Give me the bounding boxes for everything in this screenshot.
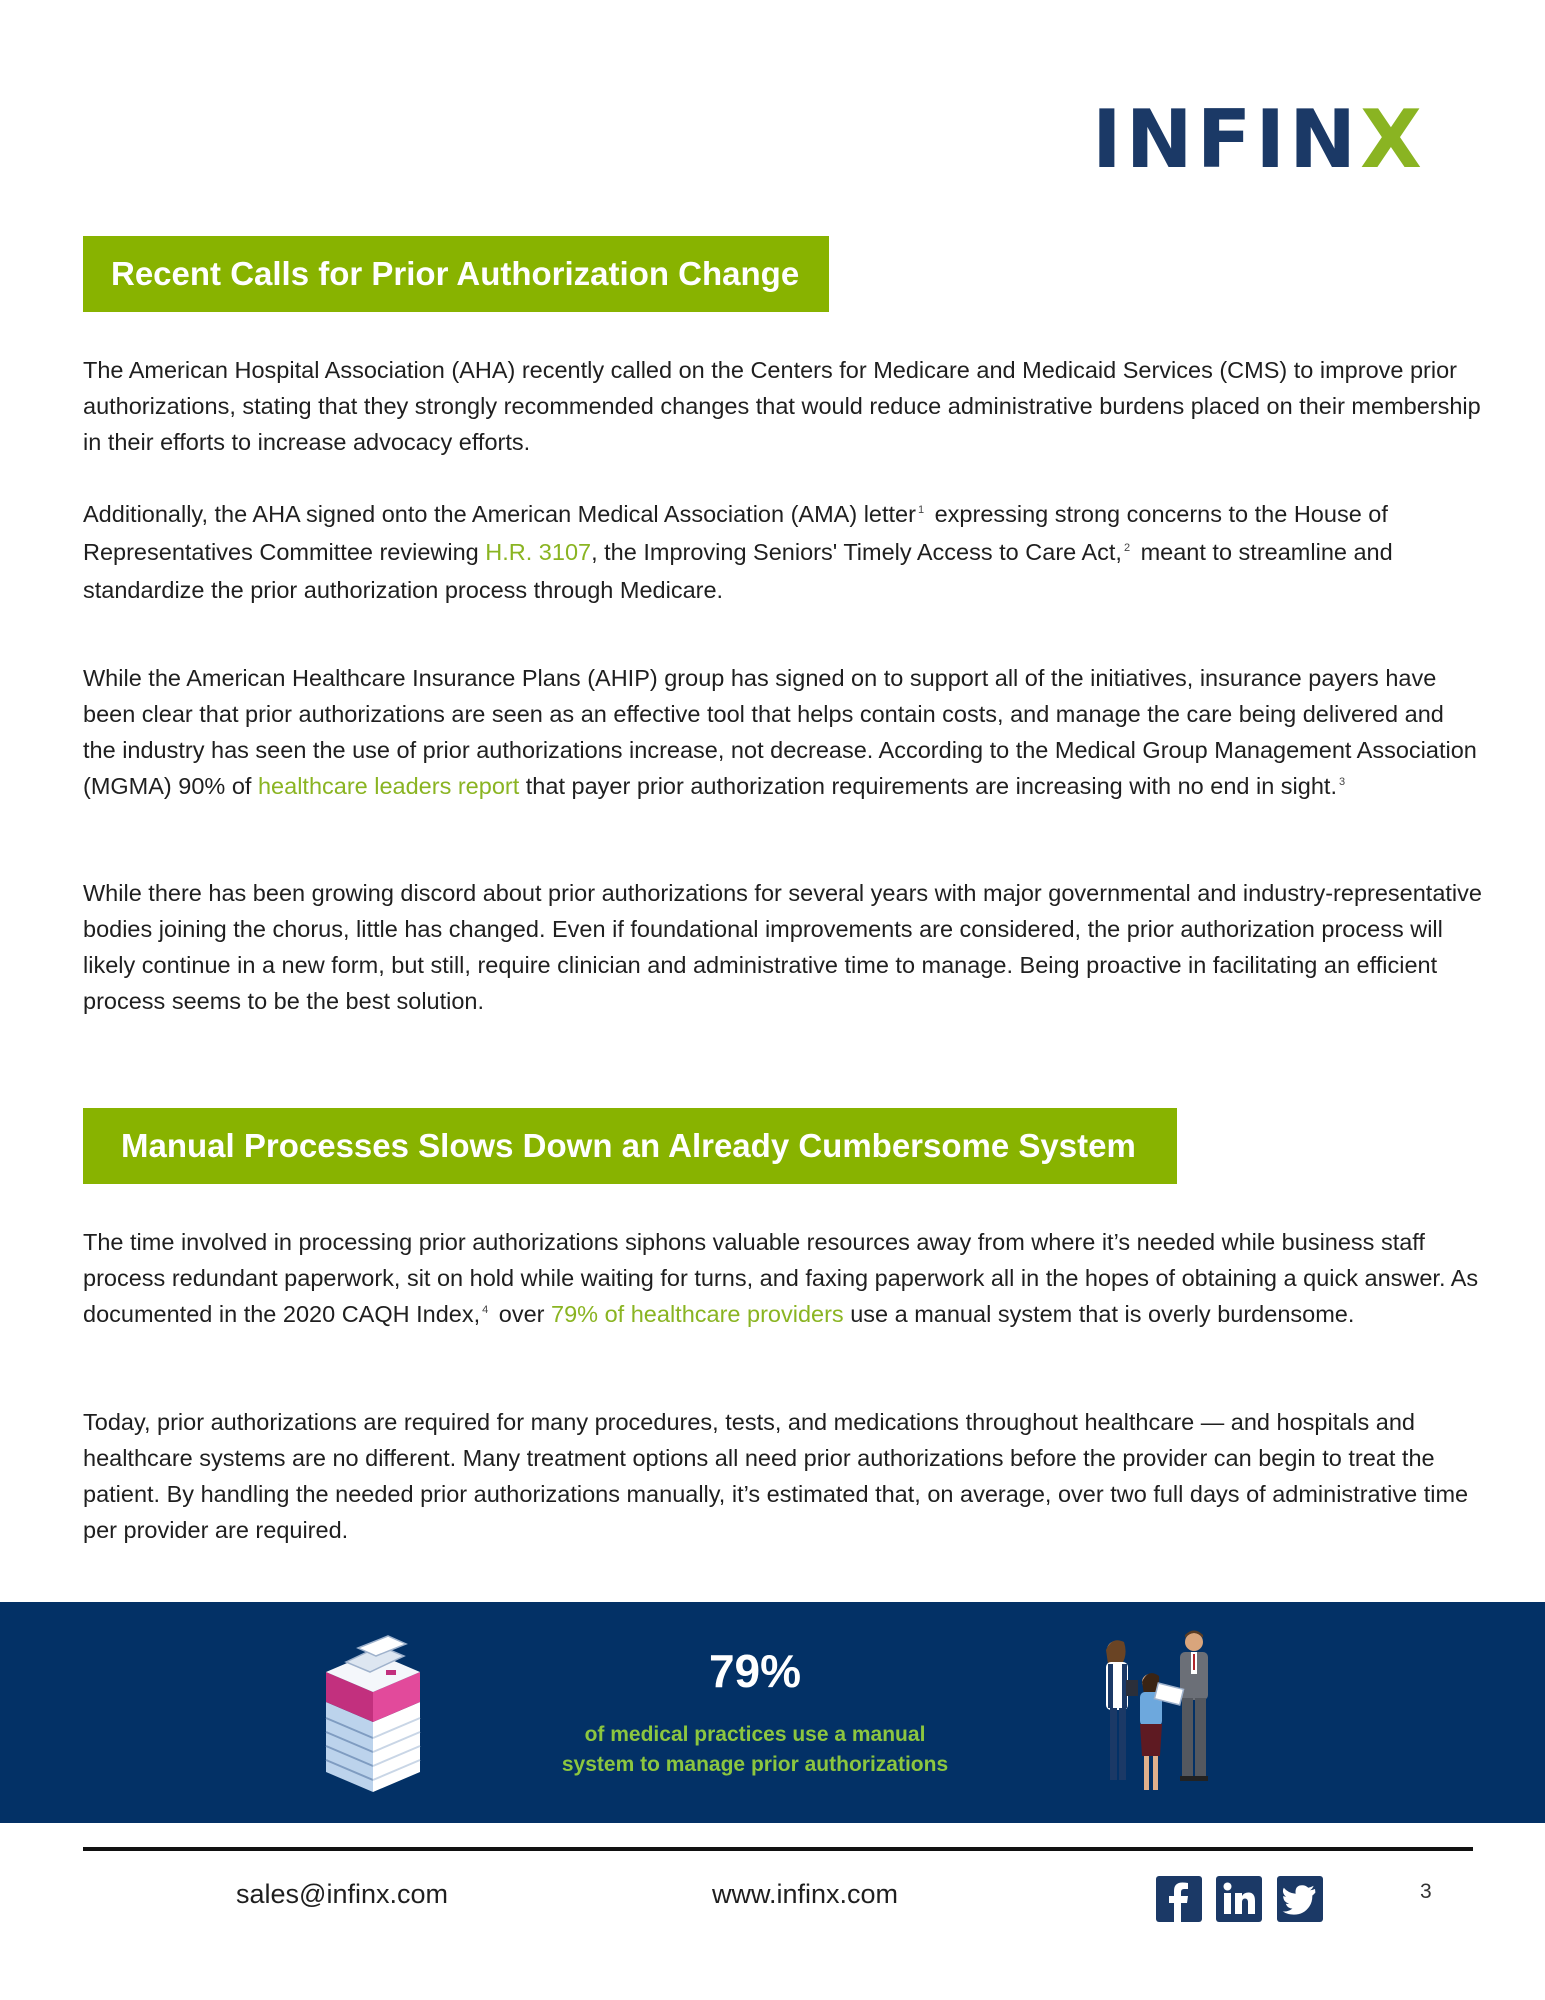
footnote-ref-2: 2 bbox=[1123, 542, 1131, 555]
paragraph-ahip bbox=[83, 660, 1483, 804]
link-79-percent-providers[interactable]: 79% of healthcare providers bbox=[551, 1301, 844, 1327]
logo-x-accent: X bbox=[1360, 93, 1426, 186]
footer-divider bbox=[83, 1847, 1473, 1851]
text-run: that payer prior authorization requirements are increasing with no end in sight. bbox=[519, 773, 1337, 799]
text-run: meant to streamline and standardize the prior authorization process through Medicare. bbox=[83, 539, 1393, 603]
text-run: , the Improving Seniors' Timely Access to Care Act, bbox=[591, 539, 1122, 565]
business-people-icon bbox=[1082, 1624, 1222, 1804]
text-run: While the American Healthcare Insurance Plans (AHIP) group has signed on to support all of the initiatives, insurance payers have been clear that prior authorizations are seen as an effective tool that helps contain costs, and manage the care being delivered and the industry has seen the use of prior authorizations increase, not decrease. According to the Medical Group Management Association (MGMA) 90% of bbox=[83, 665, 1477, 799]
paragraph-today-prior-auth: Today, prior authorizations are required for many procedures, tests, and medications throughout healthcare — and hospitals and healthcare systems are no different. Many treatment options all need prior authorizations before the provider can begin to treat the patient. By handling the needed prior authorizations manually, it’s estimated that, on average, over two full days of administrative time per provider are required. bbox=[83, 1409, 1469, 1543]
text-run: expressing strong concerns to the House of Representatives Committee reviewing bbox=[83, 501, 1388, 565]
footer-email-link[interactable]: sales@infinx.com bbox=[236, 1879, 448, 1909]
paragraph-ama-letter bbox=[83, 495, 1483, 609]
twitter-icon[interactable] bbox=[1277, 1876, 1323, 1922]
stat-percentage: 79% bbox=[708, 1645, 802, 1697]
section-heading-manual-processes: Manual Processes Slows Down an Already Cumbersome System bbox=[83, 1108, 1177, 1184]
text-run: The time involved in processing prior authorizations siphons valuable resources away from where it’s needed while business staff process redundant paperwork, sit on hold while waiting for turns, and faxing paperwork all in the hopes of obtaining a quick answer. As documented in the 2020 CAQH Index, bbox=[83, 1229, 1479, 1327]
link-healthcare-leaders-report[interactable]: healthcare leaders report bbox=[257, 773, 520, 799]
text-run: Additionally, the AHA signed onto the American Medical Association (AMA) letter bbox=[83, 501, 916, 527]
stat-banner bbox=[0, 1602, 1545, 1823]
logo-wordmark: INFIN bbox=[1092, 93, 1361, 186]
link-hr-3107[interactable]: H.R. 3107 bbox=[485, 539, 592, 565]
linkedin-icon[interactable] bbox=[1216, 1876, 1262, 1922]
footnote-ref-3: 3 bbox=[1338, 776, 1346, 789]
paragraph-aha-cms: The American Hospital Association (AHA) recently called on the Centers for Medicare and Medicaid Services (CMS) to improve prior authorizations, stating that they strongly recommended changes that would reduce administrative burdens placed on their membership in their efforts to increase advocacy efforts. bbox=[83, 357, 1481, 455]
paragraph-growing-discord: While there has been growing discord about prior authorizations for several years with major governmental and industry-representative bodies joining the chorus, little has changed. Even if foundational improvements are considered, the prior authorization process will likely continue in a new form, but still, require clinician and administrative time to manage. Being proactive in facilitating an efficient process seems to be the best solution. bbox=[83, 880, 1482, 1014]
text-run: use a manual system that is overly burdensome. bbox=[843, 1301, 1355, 1327]
section-heading-recent-calls: Recent Calls for Prior Authorization Change bbox=[83, 236, 829, 312]
paragraph-time-involved bbox=[83, 1224, 1483, 1332]
stat-caption-line: system to manage prior authorizations bbox=[561, 1753, 949, 1776]
footnote-ref-4: 4 bbox=[482, 1304, 489, 1317]
stat-caption-line: of medical practices use a manual bbox=[584, 1723, 926, 1746]
footnote-ref-1: 1 bbox=[917, 504, 925, 517]
page-number: 3 bbox=[1420, 1880, 1432, 1903]
text-run: over bbox=[492, 1301, 552, 1327]
stat-caption bbox=[505, 1720, 1005, 1780]
facebook-icon[interactable] bbox=[1156, 1876, 1202, 1922]
footer-website-link[interactable]: www.infinx.com bbox=[712, 1879, 899, 1909]
infinx-logo bbox=[1092, 93, 1426, 186]
